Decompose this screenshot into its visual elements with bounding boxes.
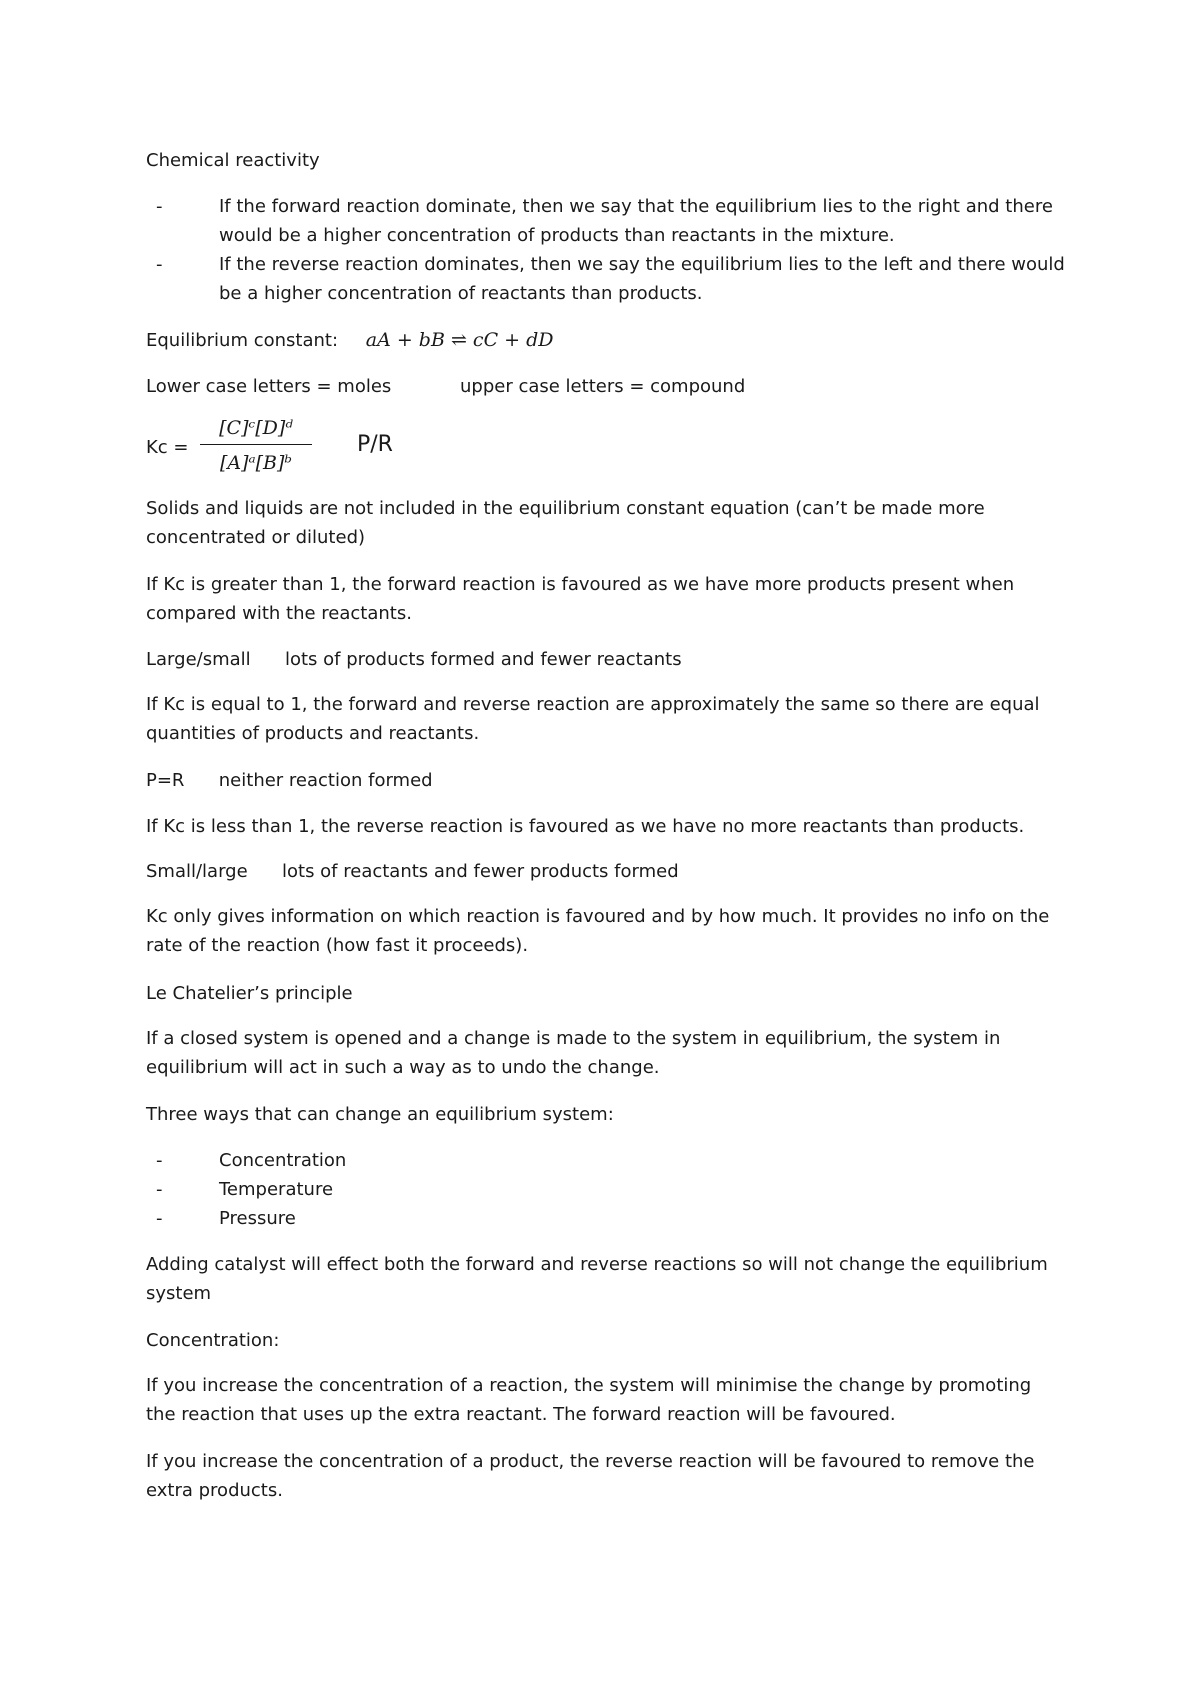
- bullet-text: Concentration: [219, 1150, 347, 1171]
- paragraph-kc-equal: If Kc is equal to 1, the forward and reverse reaction are approximately the same so there are equal quantities of products and reactants.: [146, 694, 1040, 744]
- note-p-equals-r: P=R neither reaction formed: [146, 770, 433, 791]
- bullet-dash: -: [156, 1208, 163, 1229]
- paragraph-le-chatelier: If a closed system is opened and a change is made to the system in equilibrium, the system in equilibrium will act in such a way as to undo the change.: [146, 1028, 1001, 1078]
- heading-concentration: Concentration:: [146, 1330, 280, 1351]
- equilibrium-formula: aA + bB ⇌ cC + dD: [365, 329, 554, 351]
- lower-case-note: Lower case letters = moles: [146, 376, 392, 397]
- bullet-dash: -: [156, 1179, 163, 1200]
- equilibrium-constant-label: Equilibrium constant:: [146, 330, 339, 351]
- bullet-pressure: [146, 1204, 1066, 1233]
- paragraph-kc-info: Kc only gives information on which reaction is favoured and by how much. It provides no info on the rate of the reaction (how fast it proceeds).: [146, 906, 1050, 956]
- bullet-text: If the reverse reaction dominates, then we say the equilibrium lies to the left and there would be a higher concentration of reactants than products.: [219, 254, 1065, 304]
- kc-products-over-reactants: P/R: [357, 432, 393, 457]
- paragraph-increase-product: If you increase the concentration of a product, the reverse reaction will be favoured to remove the extra products.: [146, 1451, 1035, 1501]
- bullet-dash: -: [156, 254, 163, 275]
- bullet-text: Pressure: [219, 1208, 296, 1229]
- bullet-text: If the forward reaction dominate, then we say that the equilibrium lies to the right and there would be a higher concentration of products than reactants in the mixture.: [219, 196, 1053, 246]
- paragraph-catalyst: Adding catalyst will effect both the forward and reverse reactions so will not change the equilibrium system: [146, 1254, 1048, 1304]
- paragraph-kc-less: If Kc is less than 1, the reverse reaction is favoured as we have no more reactants than products.: [146, 816, 1025, 837]
- note-large-small: Large/small lots of products formed and fewer reactants: [146, 649, 682, 670]
- kc-fraction: [200, 414, 312, 477]
- bullet-dash: -: [156, 196, 163, 217]
- bullet-text: Temperature: [219, 1179, 334, 1200]
- heading-le-chatelier: Le Chatelier’s principle: [146, 983, 353, 1004]
- paragraph-increase-reaction: If you increase the concentration of a reaction, the system will minimise the change by promoting the reaction that uses up the extra reactant. The forward reaction will be favoured.: [146, 1375, 1032, 1425]
- fraction-bar: [200, 444, 312, 445]
- paragraph-three-ways: Three ways that can change an equilibrium system:: [146, 1104, 614, 1125]
- paragraph-kc-greater: If Kc is greater than 1, the forward reaction is favoured as we have more products present when compared with the reactants.: [146, 574, 1015, 624]
- kc-numerator: [C]ᶜ[D]ᵈ: [219, 417, 293, 439]
- heading-chemical-reactivity: Chemical reactivity: [146, 150, 320, 171]
- equilibrium-constant-line: [146, 326, 1066, 355]
- bullet-concentration: [146, 1146, 1066, 1175]
- bullet-forward-dominates: [146, 192, 1066, 250]
- kc-label: Kc =: [146, 437, 189, 458]
- bullet-temperature: [146, 1175, 1066, 1204]
- bullet-dash: -: [156, 1150, 163, 1171]
- paragraph-solids-liquids: Solids and liquids are not included in the equilibrium constant equation (can’t be made more concentrated or diluted): [146, 498, 985, 548]
- upper-case-note: upper case letters = compound: [460, 376, 746, 397]
- note-small-large: Small/large lots of reactants and fewer products formed: [146, 861, 679, 882]
- kc-denominator: [A]ᵃ[B]ᵇ: [219, 452, 293, 474]
- bullet-reverse-dominates: [146, 250, 1066, 308]
